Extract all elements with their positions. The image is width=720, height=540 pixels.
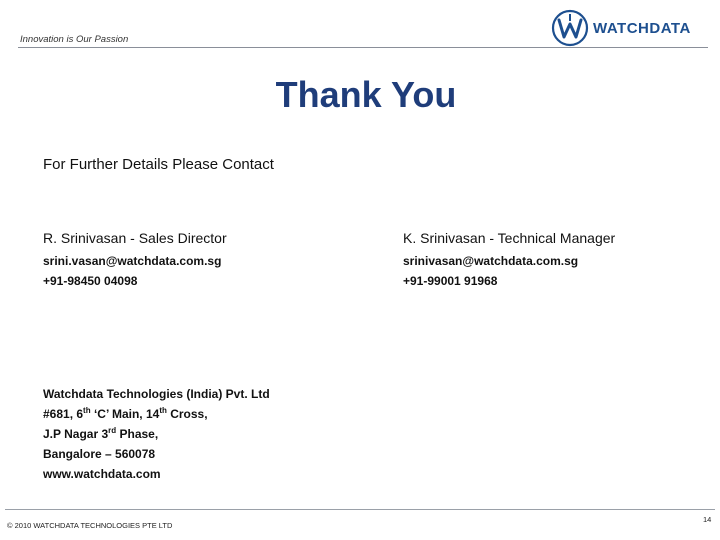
tagline: Innovation is Our Passion	[20, 34, 129, 45]
company-name: Watchdata Technologies (India) Pvt. Ltd	[43, 387, 270, 401]
contact-name: R. Srinivasan - Sales Director	[43, 230, 227, 246]
contact-email: srinivasan@watchdata.com.sg	[403, 254, 579, 268]
watchdata-logo	[551, 8, 711, 48]
address-line-2: J.P Nagar 3rd Phase,	[43, 426, 159, 441]
contact-card-technical	[403, 229, 615, 289]
slide-title: Thank You	[275, 74, 457, 115]
footer-divider	[5, 509, 715, 510]
page-number: 14	[703, 515, 712, 524]
contact-phone: +91-99001 91968	[403, 274, 498, 288]
contact-name: K. Srinivasan - Technical Manager	[403, 230, 616, 246]
logo-wordmark: WATCHDATA	[593, 19, 691, 37]
company-address	[43, 384, 270, 484]
address-line-1: #681, 6th ‘C’ Main, 14th Cross,	[43, 406, 208, 421]
contact-email: srini.vasan@watchdata.com.sg	[43, 254, 222, 268]
contact-card-sales	[43, 229, 227, 289]
website-link[interactable]: www.watchdata.com	[43, 467, 161, 481]
copyright-notice: © 2010 WATCHDATA TECHNOLOGIES PTE LTD	[7, 521, 173, 530]
address-city: Bangalore – 560078	[43, 447, 156, 461]
watchdata-emblem-icon	[551, 9, 589, 47]
contact-heading: For Further Details Please Contact	[43, 156, 274, 173]
contact-phone: +91-98450 04098	[43, 274, 138, 288]
